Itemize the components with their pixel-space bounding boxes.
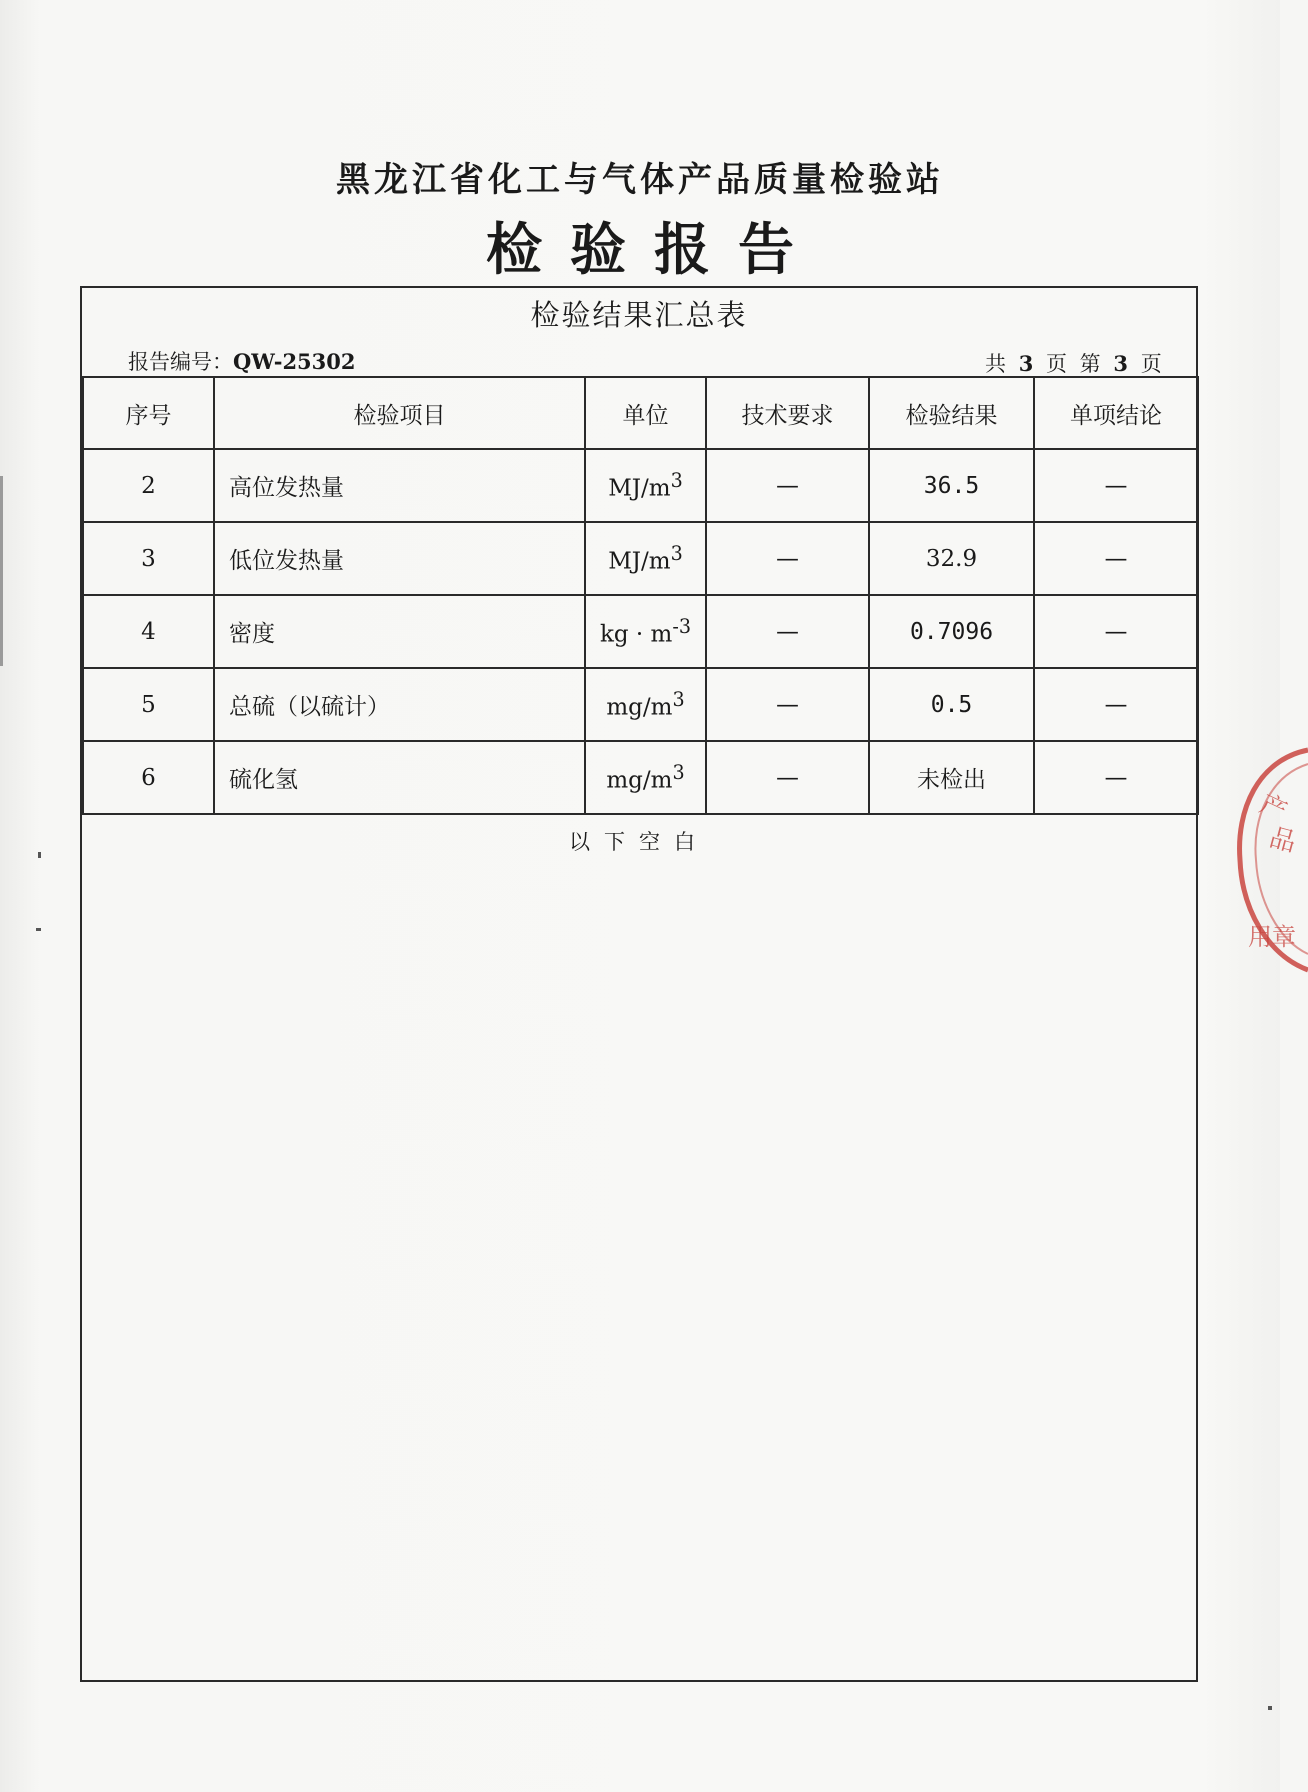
cell-result: 未检出 xyxy=(869,741,1034,814)
cell-requirement: — xyxy=(706,668,869,741)
official-seal-stamp xyxy=(1228,740,1308,980)
cell-conclusion: — xyxy=(1034,741,1198,814)
table-row xyxy=(83,595,1198,668)
cell-item: 高位发热量 xyxy=(214,449,585,522)
cell-conclusion: — xyxy=(1034,449,1198,522)
column-header-unit: 单位 xyxy=(585,377,706,449)
unit-base: kg · m xyxy=(599,621,673,648)
table-row xyxy=(83,522,1198,595)
cell-result: 0.5 xyxy=(869,668,1034,741)
scan-mark xyxy=(36,928,41,931)
cell-conclusion: — xyxy=(1034,595,1198,668)
cell-requirement: — xyxy=(706,595,869,668)
unit-base: MJ/m xyxy=(608,548,671,575)
blank-below-note: 以下空白 xyxy=(569,830,709,854)
cell-conclusion: — xyxy=(1034,668,1198,741)
column-header-no: 序号 xyxy=(83,377,214,449)
column-header-requirement: 技术要求 xyxy=(706,377,869,449)
column-header-result: 检验结果 xyxy=(869,377,1034,449)
table-row xyxy=(83,741,1198,814)
column-header-item: 检验项目 xyxy=(214,377,585,449)
cell-item: 硫化氢 xyxy=(214,741,585,814)
cell-requirement: — xyxy=(706,522,869,595)
cell-unit xyxy=(585,522,706,595)
summary-table-title: 检验结果汇总表 xyxy=(530,298,748,332)
cell-result: 36.5 xyxy=(869,449,1034,522)
unit-exponent: 3 xyxy=(672,688,685,712)
table-row xyxy=(83,449,1198,522)
page-indicator xyxy=(985,348,1162,378)
cell-no: 3 xyxy=(83,522,214,595)
cell-item: 密度 xyxy=(214,595,585,668)
pages-prefix: 共 xyxy=(985,352,1006,376)
unit-base: MJ/m xyxy=(608,475,671,502)
report-number-label: 报告编号： xyxy=(128,350,233,374)
report-number xyxy=(128,346,356,376)
cell-no: 5 xyxy=(83,668,214,741)
table-row xyxy=(83,668,1198,741)
seal-char: 品 xyxy=(1266,822,1300,859)
cell-result: 0.7096 xyxy=(869,595,1034,668)
results-table xyxy=(82,376,1199,815)
cell-no: 2 xyxy=(83,449,214,522)
column-header-conclusion: 单项结论 xyxy=(1034,377,1198,449)
pages-suffix: 页 xyxy=(1140,352,1162,376)
scan-mark xyxy=(1268,1706,1272,1710)
pages-mid: 页 第 xyxy=(1046,352,1101,376)
cell-requirement: — xyxy=(706,449,869,522)
report-title: 检验报告 xyxy=(486,218,822,283)
organization-name: 黑龙江省化工与气体产品质量检验站 xyxy=(336,160,944,200)
cell-unit xyxy=(585,595,706,668)
seal-char: 用章 xyxy=(1248,923,1296,951)
unit-exponent: 3 xyxy=(672,761,685,785)
cell-item: 低位发热量 xyxy=(214,522,585,595)
unit-base: mg/m xyxy=(606,767,673,794)
cell-result: 32.9 xyxy=(869,522,1034,595)
cell-unit xyxy=(585,449,706,522)
cell-unit xyxy=(585,668,706,741)
cell-conclusion: — xyxy=(1034,522,1198,595)
table-header-row xyxy=(83,377,1198,449)
cell-unit xyxy=(585,741,706,814)
pages-total: 3 xyxy=(1018,351,1034,376)
unit-base: mg/m xyxy=(606,694,673,721)
cell-no: 4 xyxy=(83,595,214,668)
unit-exponent: 3 xyxy=(670,542,683,566)
pages-current: 3 xyxy=(1113,351,1128,376)
scan-mark xyxy=(38,852,41,858)
scan-mark xyxy=(0,476,3,666)
cell-item: 总硫（以硫计） xyxy=(214,668,585,741)
cell-requirement: — xyxy=(706,741,869,814)
unit-exponent: -3 xyxy=(672,615,692,639)
seal-char: 产 xyxy=(1255,789,1292,828)
cell-no: 6 xyxy=(83,741,214,814)
report-number-value: QW-25302 xyxy=(233,349,356,374)
unit-exponent: 3 xyxy=(670,469,683,493)
